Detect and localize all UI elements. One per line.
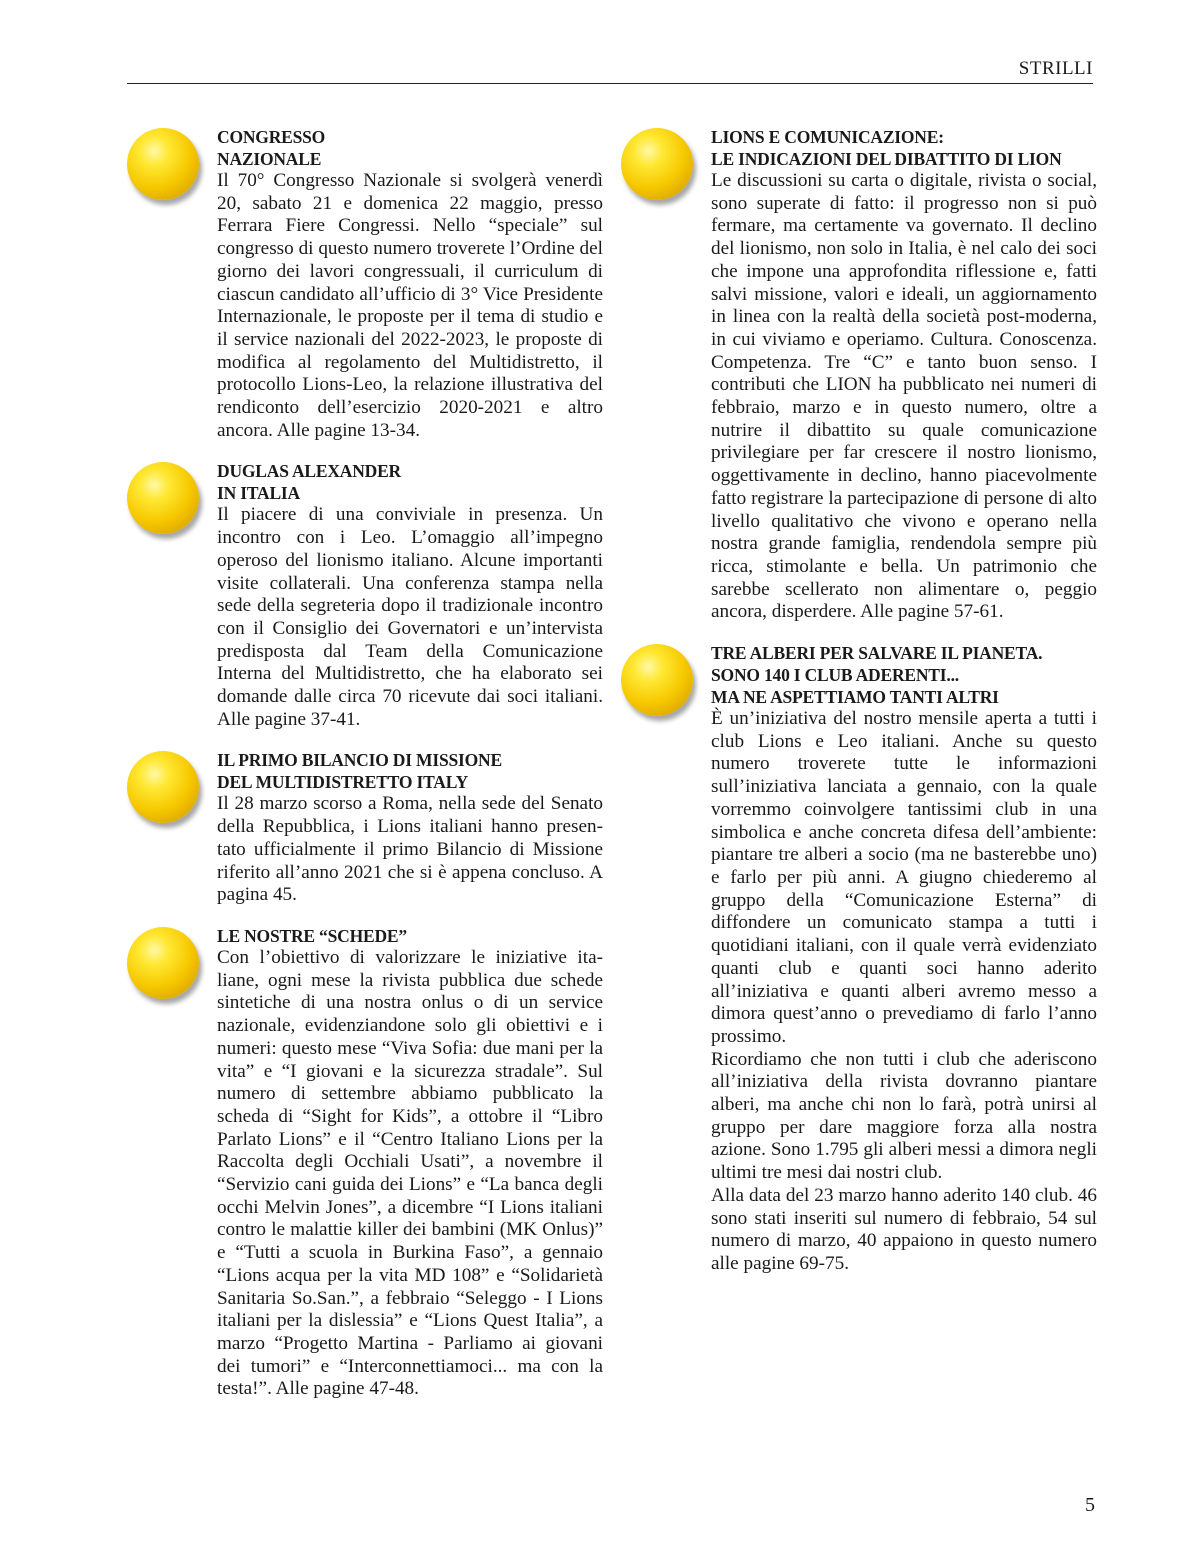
- article-lions-comunicazione: [711, 126, 1097, 624]
- article-paragraph: Con l’obiettivo di valorizzare le iniziative italiane, ogni mese la rivista pubblica due schede sintetiche di una nostra onlus o di un service nazionale, evidenziandone solo gli obiettivi e i numeri: questo mese “Viva Sofia: due mani per la vita” e “I giovani e la sicurezza stradale”. Sul numero di settembre abbiamo pubblicato la scheda di “Sight for Kids”, a ottobre il “Libro Parlato Lions” e il “Centro Italiano Lions per la Raccolta degli Occhiali Usati”, a novembre il “Servizio cani guida dei Lions” e “La banca degli occhi Melvin Jones”, a dicembre “I Lions italiani contro le malattie killer dei bambini (MK Onlus)” e “Tutti a scuola in Burkina Faso”, a gennaio “Lions acqua per la vita MD 108” e “Solidarietà Sanitaria So.San.”, a febbraio “Seleggo - I Lions italiani per la dislessia” e “Lions Quest Italia”, a marzo “Progetto Martina - Parliamo ai giovani dei tumori” e “Interconnettiamoci... ma con la testa!”. Alle pagine 47-48.: [217, 946, 603, 1400]
- article-nostre-schede: [217, 925, 603, 1401]
- headline-line: NAZIONALE: [217, 149, 322, 169]
- yellow-ball-icon: [127, 751, 199, 823]
- article-paragraph: È un’iniziativa del nostro mensile aperta a tutti i club Lions e Leo italiani. Anche su questo numero troverete tutte le informazioni sull’iniziativa lanciata a gennaio, con la quale vorremmo coinvolgere tantissimi club in una simbolica e anche concreta difesa dell’ambiente: piantare tre alberi a socio (ma ne basterebbe uno) e farlo per più anni. A giugno chiederemo al gruppo della “Comunicazione Esterna” di diffondere un comunicato stampa a tutti i quotidiani italiani, con il quale verrà evidenziato quanti club e quanti soci hanno aderito all’iniziativa e quanti alberi avremo messo a dimora quest’anno o prevediamo di farlo l’anno prossimo.: [711, 708, 1097, 1047]
- headline-line: LE INDICAZIONI DEL DIBATTITO DI LION: [711, 149, 1062, 169]
- yellow-ball-icon: [127, 128, 199, 200]
- article-headline: [217, 749, 603, 793]
- left-column: [217, 126, 603, 1401]
- headline-line: DUGLAS ALEXANDER: [217, 461, 401, 482]
- article-paragraph: Alla data del 23 marzo hanno aderito 140 club. 46 sono stati inseriti sul numero di febbraio, 54 sul numero di marzo, 40 appaiono in questo numero alle pagine 69-75.: [711, 1184, 1097, 1274]
- article-headline: [711, 126, 1097, 170]
- article-body: [217, 170, 603, 442]
- headline-line: TRE ALBERI PER SALVARE IL PIANETA.: [711, 643, 1043, 664]
- headline-line: IN ITALIA: [217, 483, 300, 504]
- article-duglas-alexander: [217, 460, 603, 731]
- headline-line: DEL MULTIDISTRETTO ITALY: [217, 772, 469, 793]
- headline-line: LE NOSTRE “SCHEDE”: [217, 925, 407, 946]
- article-headline: [217, 460, 603, 504]
- headline-line: MA NE ASPETTIAMO TANTI ALTRI: [711, 687, 999, 708]
- article-body: [711, 708, 1097, 1276]
- article-body: [217, 947, 603, 1401]
- article-headline: [711, 642, 1097, 708]
- article-body: [217, 793, 603, 907]
- article-tre-alberi: [711, 642, 1097, 1276]
- article-paragraph: Il 28 marzo scorso a Roma, nella sede del Senato della Repubblica, i Lions italiani hanno presentato ufficialmente il primo Bilancio di Missione riferito all’anno 2021 che si è appena concluso. A pagina 45.: [217, 793, 603, 906]
- headline-line: IL PRIMO BILANCIO DI MISSIONE: [217, 750, 502, 771]
- yellow-ball-icon: [127, 927, 199, 999]
- article-bilancio-missione: [217, 749, 603, 907]
- headline-line: CONGRESSO: [217, 127, 326, 147]
- article-congresso-nazionale: [217, 126, 603, 442]
- page-number: 5: [1085, 1494, 1095, 1516]
- article-body: [711, 170, 1097, 624]
- headline-line: LIONS E COMUNICAZIONE:: [711, 127, 944, 147]
- article-body: [217, 504, 603, 731]
- article-headline: [217, 126, 603, 170]
- yellow-ball-icon: [621, 128, 693, 200]
- headline-line: SONO 140 I CLUB ADERENTI...: [711, 665, 959, 686]
- article-headline: [217, 925, 603, 947]
- right-column: [711, 126, 1097, 1276]
- article-paragraph: Il piacere di una conviviale in presenza. Un incontro con i Leo. L’omaggio all’impegno operoso del lionismo italiano. Alcune importanti visite collaterali. Una conferenza stampa nella sede della segreteria dopo il tradizionale incontro con il Consiglio dei Governatori e un’intervista predisposta dal Team della Comunicazione Interna del Multidistretto, che ha elaborato sei domande dalle circa 70 ricevute dai soci italiani. Alle pagine 37-41.: [217, 504, 603, 730]
- running-head-section: STRILLI: [1018, 58, 1093, 79]
- yellow-ball-icon: [621, 644, 693, 716]
- article-paragraph: Ricordiamo che non tutti i club che aderiscono all’iniziativa della rivista dovranno piantare alberi, ma anche chi non lo farà, potrà unirsi al gruppo per dare maggiore forza alla nostra azione. Sono 1.795 gli alberi messi a dimora negli ultimi tre mesi dai nostri club.: [711, 1048, 1097, 1184]
- article-paragraph: Le discussioni su carta o digitale, rivista o social, sono superate di fatto: il progresso non si può fermare, ma certamente va governato. Il declino del lionismo, non solo in Italia, è nel calo dei soci che impone una approfondita riflessione e, fatti salvi missione, valori e ideali, un aggiornamento in linea con la realtà della società post-moderna, in cui viviamo e operiamo. Cultura. Conoscenza. Competenza. Tre “C” e tanto buon senso. I contributi che LION ha pubblicato nei numeri di febbraio, marzo e in questo numero, oltre a nutrire il dibattito su quale comunicazione privilegiare per far crescere il nostro lionismo, oggettivamente in declino, hanno piacevolmente fatto registrare la partecipazione di persone di alto livello qualitativo che vivono e operano nella nostra grande famiglia, rendendola sempre più ricca, stimolante e bella. Un patrimonio che sarebbe scellerato non alimentare o, peggio ancora, disperdere. Alle pagine 57-61.: [711, 170, 1097, 623]
- header-rule: [127, 83, 1093, 84]
- article-paragraph: Il 70° Congresso Nazionale si svolgerà venerdì 20, sabato 21 e domenica 22 maggio, presso Ferrara Fiere Congressi. Nello “speciale” sul congresso di questo numero troverete l’Ordine del giorno dei lavori congressuali, il curriculum di ciascun candidato all’ufficio di 3° Vice Presidente Internazionale, le proposte per il tema di studio e il service nazionali del 2022-2023, le proposte di modifica al regolamento del Multidistretto, il protocollo Lions-Leo, la relazione illustrativa del rendiconto dell’esercizio 2020-2021 e altro ancora. Alle pagine 13-34.: [217, 170, 603, 441]
- yellow-ball-icon: [127, 462, 199, 534]
